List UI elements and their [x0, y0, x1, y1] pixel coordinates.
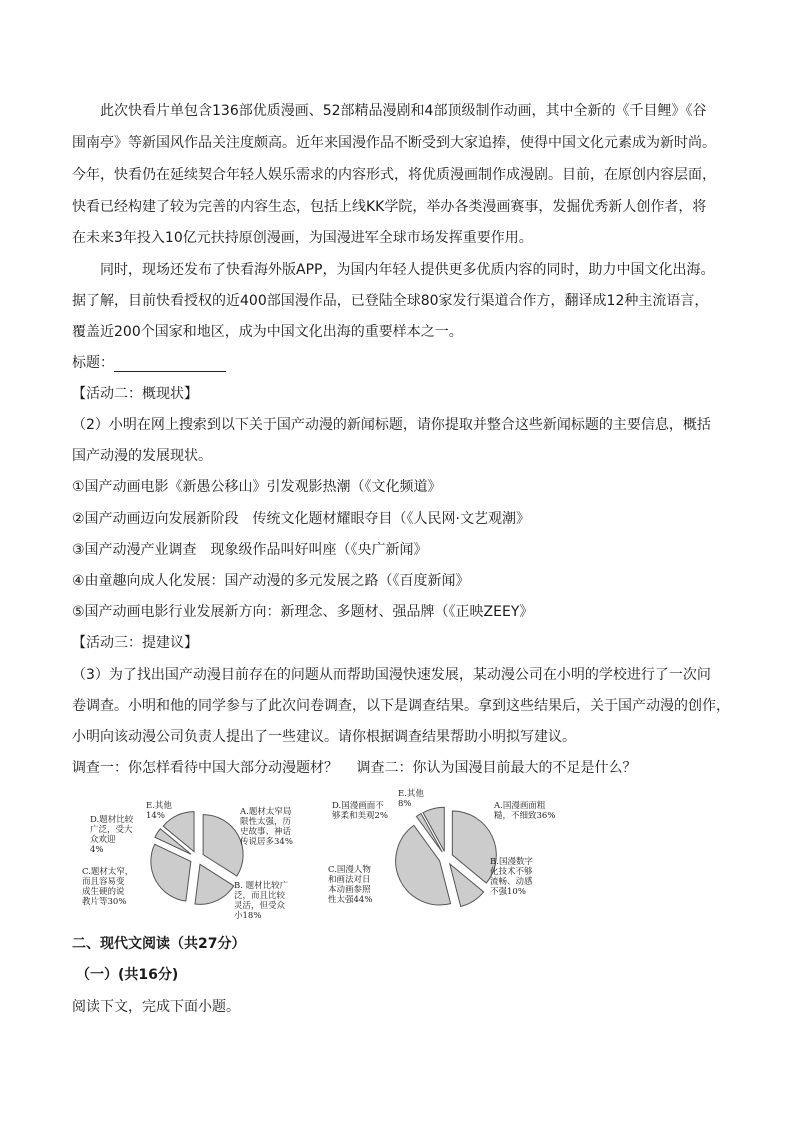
activity2-question: 国产动漫的发展现状。 [72, 448, 212, 464]
headline-item: ③国产动漫产业调查 现象级作品叫好叫座（《央广新闻》 [72, 542, 428, 558]
pie-slice-label: C.国漫人物和画法对日本动画参照性太强44% [328, 865, 373, 905]
title-prompt [72, 354, 226, 372]
section2-sub: （一）(共16分) [76, 967, 179, 983]
passage-line: 今年，快看仍在延续契合年轻人娱乐需求的内容形式，将优质漫画制作成漫剧。目前，在原创内容层面， [72, 167, 716, 183]
pie-slice-label: E.其他 8% [398, 789, 424, 809]
activity2-question: （2）小明在网上搜索到以下关于国产动漫的新闻标题，请你提取并整合这些新闻标题的主要信息，概括 [72, 417, 711, 433]
pie-slice [203, 815, 243, 876]
survey2-pie-chart [328, 780, 578, 920]
pie-slice-label: D.国漫画面不够柔和美观2% [332, 801, 388, 821]
passage-line: 覆盖近200个国家和地区，成为中国文化出海的重要样本之一。 [72, 324, 463, 340]
passage-line: 此次快看片单包含136部优质漫画、52部精品漫剧和4部顶级制作动画，其中全新的《千目鲤》《谷 [100, 103, 707, 119]
activity2-header: 【活动二：概现状】 [72, 386, 198, 402]
passage-line: 同时，现场还发布了快看海外版APP，为国内年轻人提供更多优质内容的同时，助力中国文化出海。 [100, 262, 715, 278]
headline-item: ①国产动画电影《新愚公移山》引发观影热潮（《文化频道》 [72, 479, 442, 495]
pie-slice-label: D.题材比较广泛，受大众欢迎 4% [90, 815, 134, 855]
activity3-question: 小明向该动漫公司负责人提出了一些建议。请你根据调查结果帮助小明拟写建议。 [72, 729, 576, 745]
pie-slice-label: A.国漫画面粗糙，不细致36% [494, 801, 556, 821]
activity3-header: 【活动三：提建议】 [72, 635, 198, 651]
survey-titles: 调查一：你怎样看待中国大部分动漫题材？ 调查二：你认为国漫目前最大的不足是什么？ [72, 760, 637, 776]
activity3-question: 卷调查。小明和他的同学参与了此次问卷调查，以下是调查结果。拿到这些结果后，关于国产动漫的创作， [72, 698, 730, 714]
passage-line: 据了解，目前快看授权的近400部国漫作品，已登陆全球80家发行渠道合作方，翻译成12种主流语言， [72, 293, 709, 309]
title-answer-blank[interactable] [114, 358, 226, 372]
headline-item: ④由童趣向成人化发展：国产动漫的多元发展之路（《百度新闻》 [72, 573, 470, 589]
pie-slice-label: B. 题材比较广泛，而且比较灵活，但受众小18% [234, 881, 289, 920]
passage-line: 快看已经构建了较为完善的内容生态，包括上线KK学院，举办各类漫画赛事，发掘优秀新人创作者，将 [72, 199, 707, 215]
activity3-question: （3）为了找出国产动漫目前存在的问题从而帮助国漫快速发展，某动漫公司在小明的学校进行了一次问 [72, 667, 711, 683]
headline-item: ⑤国产动画电影行业发展新方向：新理念、多题材、强品牌（《正映ZEEY》 [72, 604, 534, 620]
pie-slice-label: A.题材太窄局限性太强，历史故事、神话传说居多34% [240, 807, 293, 847]
passage-line: 在未来3年投入10亿元扶持原创漫画，为国漫进军全球市场发挥重要作用。 [72, 230, 533, 246]
pie-slice-label: E.其他 14% [146, 801, 172, 821]
pie-slice [151, 844, 191, 901]
pie-slice-label: B.国漫数字化技术不够流畅、动感不强10% [490, 857, 533, 897]
survey1-pie-chart [82, 786, 322, 920]
passage-line: 围南亭》等新国风作品关注度颇高。近年来国漫作品不断受到大家追捧，使得中国文化元素成为新时尚。 [72, 135, 716, 151]
section2-header: 二、现代文阅读（共27分） [72, 936, 246, 952]
title-prompt-label: 标题： [72, 355, 114, 371]
pie-slice-label: C.题材太窄，而且容易变成生硬的说教片等30% [82, 867, 134, 907]
headline-item: ②国产动画迈向发展新阶段 传统文化题材耀眼夺目（《人民网·文艺观潮》 [72, 511, 530, 527]
section2-instruction: 阅读下文，完成下面小题。 [72, 999, 240, 1015]
